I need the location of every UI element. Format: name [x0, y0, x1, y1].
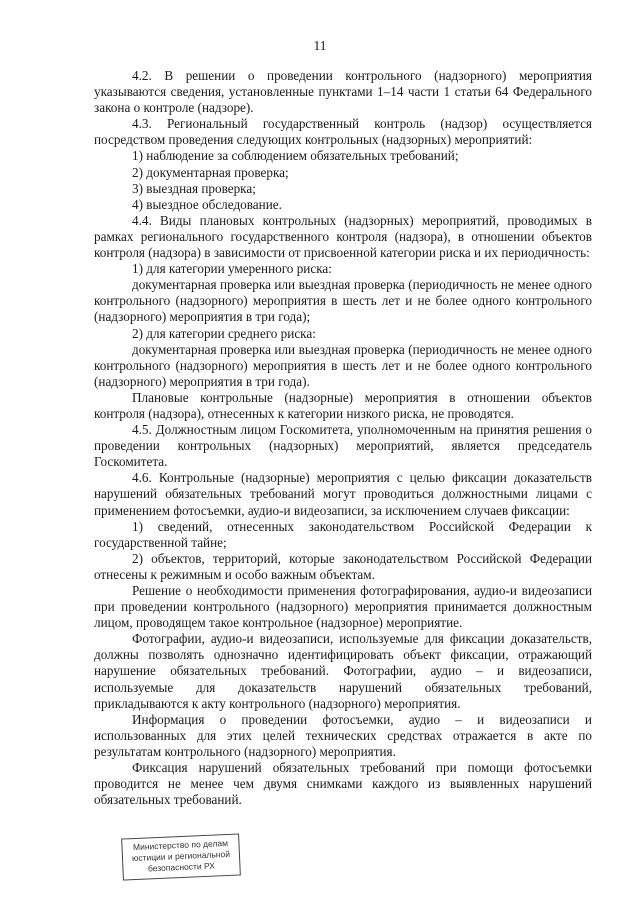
paragraph: 4.6. Контрольные (надзорные) мероприятия с целью фиксации доказательств нарушений обязательных требований могут проводиться должностными лицами с применением фотосъемки, аудио-и видеозаписи, за исключением случаев фиксации: — [94, 470, 592, 518]
paragraph: документарная проверка или выездная проверка (периодичность не менее одного контрольного (надзорного) мероприятия в шесть лет и не более одного контрольного (надзорного) мероприятия в три года); — [94, 277, 592, 325]
list-item: 1) для категории умеренного риска: — [132, 261, 332, 277]
list-item: 1) сведений, отнесенных законодательством Российской Федерации к государственной тайне; — [94, 518, 592, 550]
list-item: 2) для категории среднего риска: — [132, 325, 316, 341]
page-number: 11 — [313, 38, 327, 53]
paragraph: 4.2. В решении о проведении контрольного (надзорного) мероприятия указываются сведения, установленные пунктами 1–14 части 1 статьи 64 Федерального закона о контроле (надзоре). — [94, 68, 592, 116]
list-item: 2) объектов, территорий, которые законодательством Российской Федерации отнесены к режимным и особо важным объектам. — [94, 550, 592, 582]
paragraph: Решение о необходимости применения фотографирования, аудио-и видеозаписи при проведении контрольного (надзорного) мероприятия принимается должностным лицом, проводящем такое контрольное (надзорное) мероприятие. — [94, 583, 592, 631]
paragraph: 4.3. Региональный государственный контроль (надзор) осуществляется посредством проведения следующих контрольных (надзорных) мероприятий: — [94, 116, 592, 148]
paragraph: Информация о проведении фотосъемки, аудио – и видеозаписи и использованных для этих целей технических средствах отражается в акте по результатам контрольного (надзорного) мероприятия. — [94, 711, 592, 759]
paragraph: Плановые контрольные (надзорные) мероприятия в отношении объектов контроля (надзора), отнесенных к категории низкого риска, не проводятся. — [94, 389, 592, 421]
document-body — [94, 68, 592, 808]
paragraph: Фотографии, аудио-и видеозаписи, используемые для фиксации доказательств, должны позволять однозначно идентифицировать объект фиксации, отражающий нарушение обязательных требований. Фотографии, аудио – и видеозаписи, используемые для доказательств нарушений обязательных требований, прикладываются к акту контрольного (надзорного) мероприятия. — [94, 631, 592, 711]
paragraph: Фиксация нарушений обязательных требований при помощи фотосъемки проводится не менее чем двумя снимками каждого из выявленных нарушений обязательных требований. — [94, 760, 592, 808]
list-item: 2) документарная проверка; — [132, 164, 289, 180]
stamp-line: Министерство по делам — [132, 837, 229, 853]
list-item: 1) наблюдение за соблюдением обязательных требований; — [132, 148, 459, 164]
stamp-line: безопасности РХ — [147, 860, 216, 874]
paragraph: документарная проверка или выездная проверка (периодичность не менее одного контрольного (надзорного) мероприятия в шесть лет и не более одного контрольного (надзорного) мероприятия в три года). — [94, 341, 592, 389]
stamp-line: юстиции и региональной — [131, 848, 231, 864]
list-item: 3) выездная проверка; — [132, 180, 256, 196]
paragraph: 4.4. Виды плановых контрольных (надзорных) мероприятий, проводимых в рамках регионального государственного контроля (надзора), в отношении объектов контроля (надзора) в зависимости от присвоенной категории риска и их периодичность: — [94, 212, 592, 261]
ministry-stamp — [121, 833, 241, 880]
paragraph: 4.5. Должностным лицом Госкомитета, уполномоченным на принятия решения о проведении контрольных (надзорных) мероприятий, является председатель Госкомитета. — [94, 422, 592, 470]
list-item: 4) выездное обследование. — [132, 196, 282, 212]
